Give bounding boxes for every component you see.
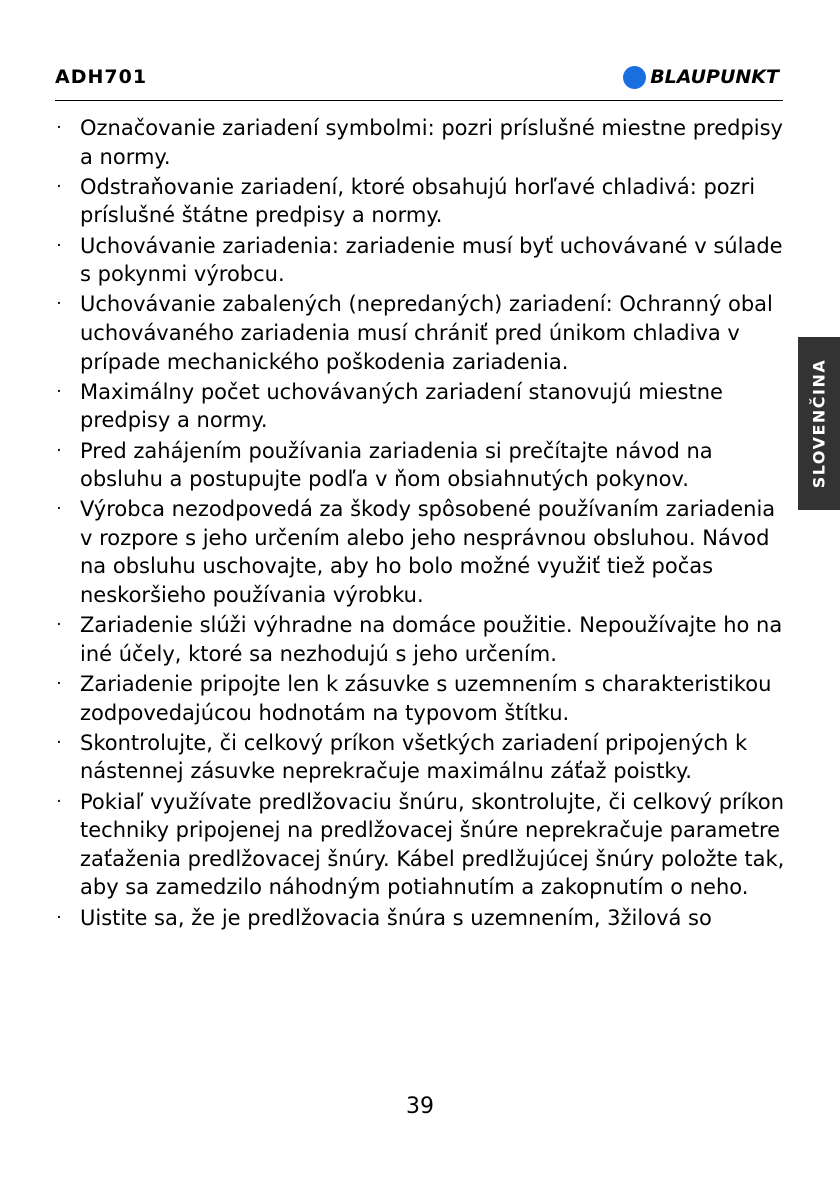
bullet: · — [56, 440, 62, 461]
list-item-text: Zariadenie slúži výhradne na domáce použitie. Nepoužívajte ho na iné účely, ktoré sa nezhodujú s jeho určením. — [80, 613, 783, 666]
list-item-text: Zariadenie pripojte len k zásuvke s uzemnením s charakteristikou zodpovedajúcou hodnotám na typovom štítku. — [80, 672, 772, 725]
list-item-text: Výrobca nezodpovedá za škody spôsobené používaním zariadenia v rozpore s jeho určením alebo jeho nesprávnou obsluhou. Návod na obsluhu uschovajte, aby ho bolo možné využiť tiež počas neskoršieho používania výrobku. — [80, 497, 776, 608]
bullet: · — [56, 615, 62, 636]
brand-name: BLAUPUNKT — [650, 66, 779, 88]
bullet: · — [56, 674, 62, 695]
brand-dot-icon — [623, 66, 646, 89]
bullet: · — [56, 118, 62, 138]
list-item — [50, 904, 785, 933]
list-item — [50, 173, 785, 230]
list-item-text: Označovanie zariadení symbolmi: pozri príslušné miestne predpisy a normy. — [80, 116, 783, 169]
bullet: · — [56, 176, 62, 197]
bullet: · — [56, 294, 62, 315]
list-item-text: Uchovávanie zariadenia: zariadenie musí byť uchovávané v súlade s pokynmi výrobcu. — [80, 233, 783, 287]
bullet: · — [56, 732, 62, 753]
list-item — [50, 611, 785, 668]
list-item-text: Pokiaľ využívate predlžovaciu šnúru, skontrolujte, či celkový príkon techniky pripojenej na predlžovacej šnúre neprekračuje parametre zaťaženia predlžovacej šnúry. Kábel predlžujúcej šnúry položte tak, aby sa zamedzilo náhodným potiahnutím a zakopnutím o neho. — [80, 789, 785, 900]
list-item — [50, 729, 785, 786]
list-item-text: Odstraňovanie zariadení, ktoré obsahujú horľavé chladivá: pozri príslušné štátne predpisy a normy. — [80, 174, 756, 228]
language-tab-label: SLOVENČINA — [809, 358, 829, 489]
list-item — [50, 670, 785, 727]
bullet: · — [56, 907, 62, 928]
list-item — [50, 378, 785, 435]
safety-instructions-list — [50, 114, 785, 934]
bullet: · — [56, 235, 62, 256]
list-item — [50, 114, 785, 171]
model-name: ADH701 — [55, 66, 148, 88]
page-header — [55, 62, 783, 101]
list-item — [50, 788, 785, 902]
bullet: · — [56, 499, 62, 520]
list-item — [50, 290, 785, 376]
page-number: 39 — [406, 1094, 434, 1119]
list-item-text: Uchovávanie zabalených (nepredaných) zariadení: Ochranný obal uchovávaného zariadenia musí chrániť pred únikom chladiva v prípade mechanického poškodenia zariadenia. — [80, 292, 773, 374]
bullet: · — [56, 381, 62, 402]
list-item-text: Pred zahájením používania zariadenia si prečítajte návod na obsluhu a postupujte podľa v ňom obsiahnutých pokynov. — [80, 438, 713, 492]
list-item — [50, 232, 785, 289]
list-item — [50, 495, 785, 609]
list-item-text: Skontrolujte, či celkový príkon všetkých zariadení pripojených k nástennej zásuvke neprekračuje maximálnu záťaž poistky. — [80, 730, 748, 784]
list-item-text: Maximálny počet uchovávaných zariadení stanovujú miestne predpisy a normy. — [80, 379, 723, 433]
list-item-text: Uistite sa, že je predlžovacia šnúra s uzemnením, 3žilová so — [80, 905, 712, 930]
language-tab — [798, 337, 840, 510]
list-item — [50, 437, 785, 494]
brand-logo — [623, 64, 779, 90]
bullet: · — [56, 791, 62, 812]
